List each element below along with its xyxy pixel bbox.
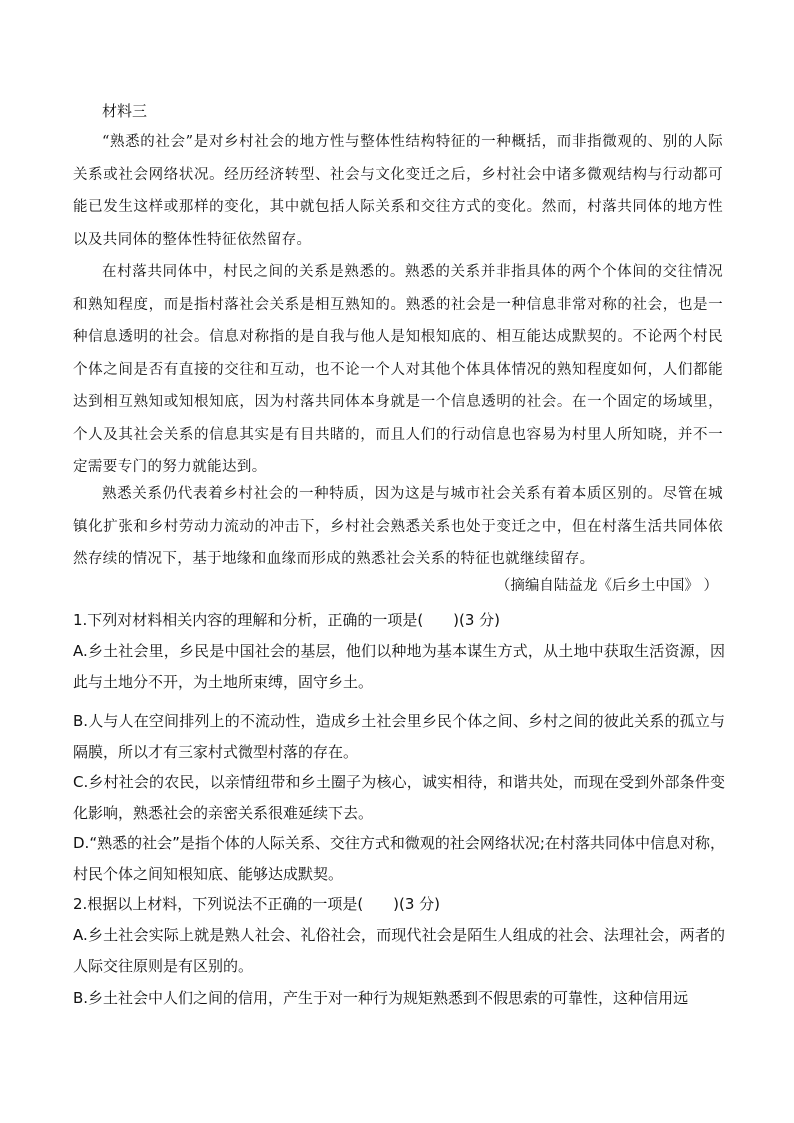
material-paragraph: 在村落共同体中，村民之间的关系是熟悉的。熟悉的关系并非指具体的两个个体间的交往情况和熟知程度，而是指村落社会关系是相互熟知的。熟悉的社会是一种信息非常对称的社会，也是一种信息透明的社会。信息对称指的是自我与他人是知根知底的、相互能达成默契的。不论两个村民个体之间是否有直接的交往和互动，也不论一个人对其他个体具体情况的熟知程度如何，人们都能达到相互熟知或知根知底，因为村落共同体本身就是一个信息透明的社会。在一个固定的场域里，个人及其社会关系的信息其实是有目共睹的，而且人们的行动信息也容易为村里人所知晓，并不一定需要专门的努力就能达到。 [73,264,723,475]
question-option: C.乡村社会的农民，以亲情纽带和乡土圈子为核心，诚实相待，和谐共处，而现在受到外部条件变化影响，熟悉社会的亲密关系很难延续下去。 [73,773,725,822]
material-heading: 材料三 [102,102,148,120]
question-option: B.人与人在空间排列上的不流动性，造成乡土社会里乡民个体之间、乡村之间的彼此关系的孤立与隔膜，所以才有三家村式微型村落的存在。 [73,712,725,761]
question-stem: 1.下列对材料相关内容的理解和分析，正确的一项是( )(3 分) [73,611,501,629]
question-option: D.“熟悉的社会”是指个体的人际关系、交往方式和微观的社会网络状况;在村落共同体中信息对称，村民个体之间知根知底、能够达成默契。 [73,834,725,883]
question-option: A.乡土社会里，乡民是中国社会的基层，他们以种地为基本谋生方式，从土地中获取生活资源，因此与土地分不开，为土地所束缚，固守乡土。 [73,642,725,691]
material-paragraph: “熟悉的社会”是对乡村社会的地方性与整体性结构特征的一种概括，而非指微观的、别的人际关系或社会网络状况。经历经济转型、社会与文化变迁之后，乡村社会中诸多微观结构与行动都可能已发生这样或那样的变化，其中就包括人际关系和交往方式的变化。然而，村落共同体的地方性以及共同体的整体性特征依然留存。 [73,134,723,248]
material-paragraph: 熟悉关系仍代表着乡村社会的一种特质，因为这是与城市社会关系有着本质区别的。尽管在城镇化扩张和乡村劳动力流动的冲击下，乡村社会熟悉关系也处于变迁之中，但在村落生活共同体依然存续的情况下，基于地缘和血缘而形成的熟悉社会关系的特征也就继续留存。 [73,486,723,567]
material-source: （摘编自陆益龙《后乡土中国》 ） [495,578,718,594]
question-stem: 2.根据以上材料，下列说法不正确的一项是( )(3 分) [73,895,441,913]
question-option: B.乡土社会中人们之间的信用，产生于对一种行为规矩熟悉到不假思索的可靠性，这种信用远 [73,989,689,1007]
question-option: A.乡土社会实际上就是熟人社会、礼俗社会，而现代社会是陌生人组成的社会、法理社会，两者的人际交往原则是有区别的。 [73,926,725,975]
